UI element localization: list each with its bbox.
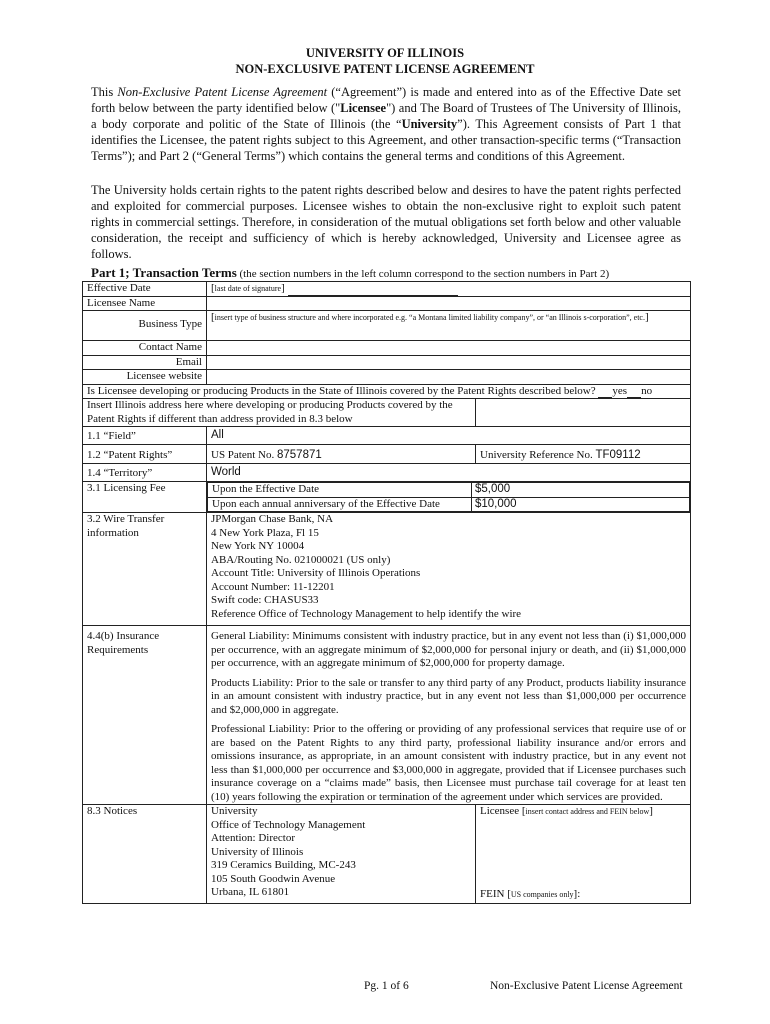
table-row [83,311,691,341]
table-row [83,399,691,427]
fee-item-2: Upon each annual anniversary of the Effective Date [208,497,472,512]
wire-transfer-label: 3.2 Wire Transfer information [83,513,207,626]
table-row [83,427,691,445]
professional-liability-text: Professional Liability: Prior to the offering or providing of any professional services that require use of or are based on the Patent Rights to any third party, professional liability insurance and/or errors and omissions insurance, as appropriate, in an amount consistent with industry practice, but in any event not less than $1,000,000 per occurrence and $3,000,000 in aggregate, provided that if Licensee purchases such insurance coverage on a “claims made” basis, then Licensee must purchase tail coverage for at least ten (10) years following the expiration or termination of the agreement under which services are provided. [211,723,686,803]
wire-line: Account Title: University of Illinois Operations [211,567,421,579]
effective-date-label: Effective Date [83,282,207,297]
no-blank[interactable] [627,387,641,398]
notices-label: 8.3 Notices [83,805,207,904]
general-liability-text: General Liability: Minimums consistent with industry practice, but in any event not less than (i) $1,000,000 per occurrence, with an aggregate minimum of $2,000,000 for personal injury or death, and (ii) $1,000,000 per occurrence, with an aggregate minimum of $2,000,000 for property damage. [211,630,686,669]
email-label: Email [83,355,207,370]
table-row [83,341,691,356]
licensing-fee-schedule [207,482,691,513]
email-field[interactable] [207,355,691,370]
wire-line: Swift code: CHASUS33 [211,594,319,606]
licensee-name-field[interactable] [207,296,691,311]
address-line: University of Illinois [211,845,304,858]
fein-field[interactable]: FEIN [US companies only]: [480,887,581,900]
table-row [83,445,691,464]
contact-name-label: Contact Name [83,341,207,356]
patent-number[interactable]: US Patent No. 8757871 [207,445,476,464]
table-row [83,464,691,482]
fee-amount-1[interactable]: $5,000 [472,483,690,498]
address-line: 105 South Goodwin Avenue [211,872,336,885]
wire-line: ABA/Routing No. 021000021 (US only) [211,553,391,566]
table-row [83,513,691,626]
title-line-2: NON-EXCLUSIVE PATENT LICENSE AGREEMENT [235,62,535,76]
wire-line: JPMorgan Chase Bank, NA [211,513,334,525]
territory-value[interactable]: World [207,464,691,482]
university-notice-address [207,805,476,904]
address-line: 319 Ceramics Building, MC-243 [211,859,356,871]
table-row [83,482,691,513]
yes-blank[interactable] [598,387,612,398]
table-row [83,805,691,904]
table-row [83,384,691,399]
university-reference[interactable]: University Reference No. TF09112 [476,445,691,464]
licensee-name-label: Licensee Name [83,296,207,311]
business-type-field[interactable]: [insert type of business structure and where incorporated e.g. “a Montana limited liability company”, or “an Illinois s-corporation”, etc.] [207,311,691,341]
wire-line: Reference Office of Technology Management to help identify the wire [211,607,522,620]
address-line: University [211,805,258,817]
illinois-address-field[interactable] [476,399,691,427]
licensing-fee-label: 3.1 Licensing Fee [83,482,207,513]
territory-label: 1.4 “Territory” [83,464,207,482]
illinois-question: Is Licensee developing or producing Products in the State of Illinois covered by the Patent Rights described below? yes no [83,384,691,399]
part1-heading: Part 1; Transaction Terms (the section numbers in the left column correspond to the section numbers in Part 2) [91,265,610,280]
insurance-requirements [207,626,691,805]
intro-paragraph-1: This Non-Exclusive Patent License Agreement (“Agreement”) is made and entered into as of the Effective Date set forth below between the party identified below ("Licensee") and The Board of Trustees of The University of Illinois, a body corporate and politic of the State of Illinois (the “University”). This Agreement consists of Part 1 that identifies the Licensee, the patent rights subject to this Agreement, and other transaction-specific terms (“Transaction Terms”); and Part 2 (“General Terms”) which contains the general terms and conditions of this Agreement. [91,85,681,163]
website-field[interactable] [207,370,691,385]
address-line: Attention: Director [211,832,296,844]
transaction-terms-table [82,281,691,904]
illinois-address-label: Insert Illinois address here where developing or producing Products covered by the Patent Rights if different than address provided in 8.3 below [83,399,476,427]
intro-paragraph-2: The University holds certain rights to the patent rights described below and desires to have the patent rights perfected and exploited for commercial purposes. Licensee wishes to obtain the non-exclusive right to exploit such patent rights in commercial settings. Therefore, in consideration of the mutual obligations set forth below and other valuable consideration, the receipt and sufficiency of which is hereby acknowledged, University and Licensee agree as follows. [91,183,681,261]
business-type-label: Business Type [83,311,207,341]
wire-line: New York NY 10004 [211,540,305,552]
fee-item-1: Upon the Effective Date [208,483,472,498]
patent-rights-label: 1.2 “Patent Rights” [83,445,207,464]
address-line: Office of Technology Management [211,818,366,831]
address-line: Urbana, IL 61801 [211,886,290,898]
licensee-notice-address[interactable]: Licensee [insert contact address and FEIN below] FEIN [US companies only]: [476,805,691,904]
page-number: Pg. 1 of 6 [364,980,409,992]
contact-name-field[interactable] [207,341,691,356]
field-label: 1.1 “Field” [83,427,207,445]
table-row [83,355,691,370]
wire-line: 4 New York Plaza, Fl 15 [211,526,319,539]
table-row [83,626,691,805]
field-value[interactable]: All [207,427,691,445]
products-liability-text: Products Liability: Prior to the sale or transfer to any third party of any Product, products liability insurance in an amount consistent with industry practice, but in any event not less than $1,000,000 per occurrence and $2,000,000 in aggregate. [211,676,686,716]
wire-line: Account Number: 11-12201 [211,580,335,593]
table-row [83,296,691,311]
title-line-1: UNIVERSITY OF ILLINOIS [305,46,465,60]
website-label: Licensee website [83,370,207,385]
wire-transfer-info [207,513,691,626]
fee-amount-2[interactable]: $10,000 [472,497,690,512]
effective-date-field[interactable]: [last date of signature] [207,282,691,297]
table-row [83,282,691,297]
table-row [83,370,691,385]
insurance-label: 4.4(b) Insurance Requirements [83,626,207,805]
footer-document-name: Non-Exclusive Patent License Agreement [490,980,683,992]
